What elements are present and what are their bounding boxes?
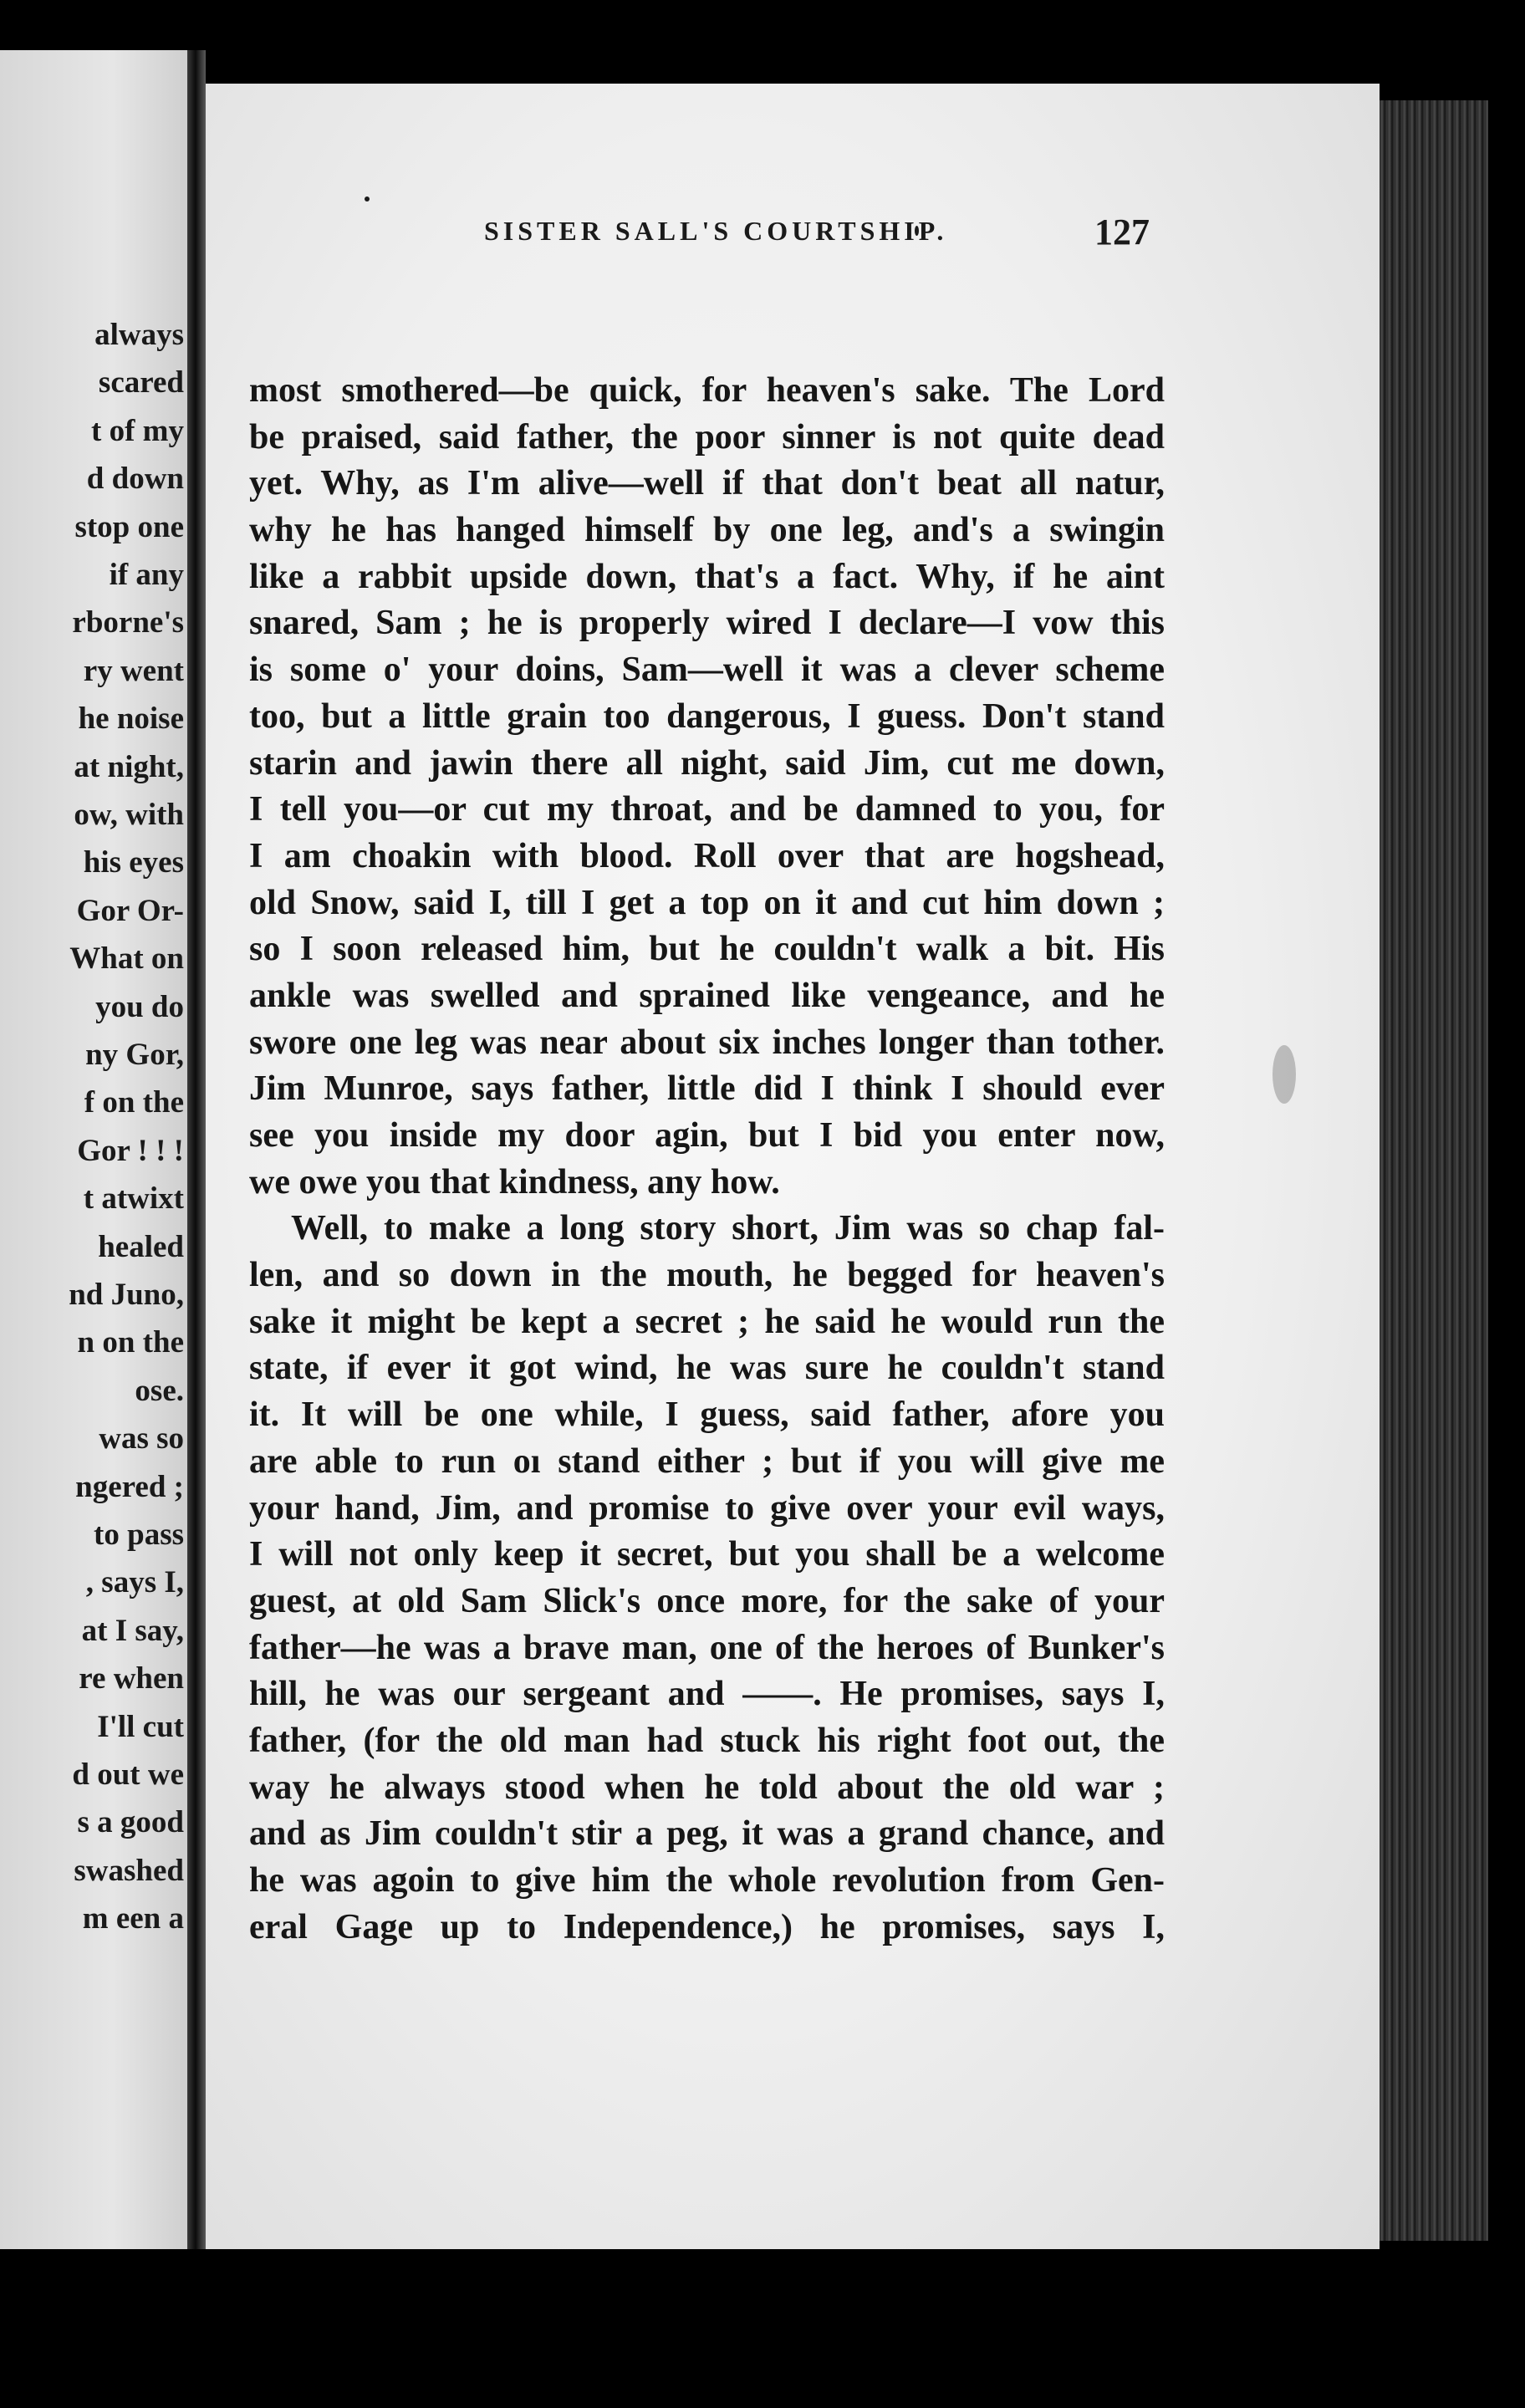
facing-page-line: n on the — [77, 1325, 184, 1360]
text-line: swore one leg was near about six inches longer than tother. — [249, 1023, 1165, 1062]
text-line: Well, to make a long story short, Jim was so chap fal- — [291, 1209, 1165, 1248]
facing-page-line: ry went — [83, 653, 184, 688]
text-line: father, (for the old man had stuck his right foot out, the — [249, 1721, 1165, 1760]
facing-page-line: stop one — [74, 509, 184, 544]
facing-page-line: swashed — [74, 1853, 184, 1888]
text-line: he was agoin to give him the whole revolution from Gen- — [249, 1861, 1165, 1900]
text-line: are able to run oı stand either ; but if you will give me — [249, 1441, 1165, 1481]
facing-page-line: m een a — [82, 1901, 184, 1936]
text-line: father—he was a brave man, one of the heroes of Bunker's — [249, 1628, 1165, 1667]
scan-bottom-border — [0, 2249, 1525, 2408]
text-line: snared, Sam ; he is properly wired I declare—I vow this — [249, 604, 1165, 643]
facing-page-left — [0, 50, 187, 2249]
facing-page-line: ow, with — [74, 798, 184, 832]
text-line: and as Jim couldn't stir a peg, it was a grand chance, and — [249, 1814, 1165, 1854]
text-line: I tell you—or cut my throat, and be damned to you, for — [249, 790, 1165, 829]
text-line: be praised, said father, the poor sinner is not quite dead — [249, 417, 1165, 457]
text-line: sake it might be kept a secret ; he said he would run the — [249, 1302, 1165, 1341]
running-head-title: SISTER SALL'S COURTSHIP. — [484, 216, 948, 246]
text-line: yet. Why, as I'm alive—well if that don't beat all natur, — [249, 464, 1165, 503]
facing-page-line: rborne's — [72, 605, 184, 640]
text-line: guest, at old Sam Slick's once more, for the sake of your — [249, 1581, 1165, 1620]
text-line: ankle was swelled and sprained like vengeance, and he — [249, 976, 1165, 1015]
text-line: like a rabbit upside down, that's a fact. Why, if he aint — [249, 557, 1165, 596]
facing-page-line: at night, — [74, 749, 184, 784]
facing-page-line: always — [94, 318, 184, 352]
text-line: most smothered—be quick, for heaven's sake. The Lord — [249, 371, 1165, 410]
text-line: way he always stood when he told about the old war ; — [249, 1768, 1165, 1807]
running-head — [279, 211, 1150, 253]
facing-page-line: s a good — [77, 1805, 184, 1840]
text-line: eral Gage up to Independence,) he promises, says I, — [249, 1907, 1165, 1946]
facing-page-line: t of my — [91, 413, 184, 448]
text-line: see you inside my door agin, but I bid you enter now, — [249, 1116, 1165, 1155]
facing-page-line: d out we — [72, 1758, 184, 1792]
facing-page-line: healed — [98, 1229, 184, 1264]
facing-page-line: scared — [98, 365, 184, 400]
text-line: we owe you that kindness, any how. — [249, 1162, 780, 1201]
text-line: state, if ever it got wind, he was sure he couldn't stand — [249, 1349, 1165, 1388]
page-number: 127 — [1094, 212, 1150, 253]
facing-page-line: t atwixt — [83, 1181, 184, 1217]
text-line: it. It will be one while, I guess, said father, afore you — [249, 1395, 1165, 1435]
text-line: starin and jawin there all night, said Jim, cut me down, — [249, 743, 1165, 783]
facing-page-line: What on — [69, 941, 184, 977]
book-gutter — [187, 50, 206, 2249]
facing-page-line: his eyes — [83, 845, 184, 880]
page-body-text — [249, 368, 1165, 1951]
facing-page-line: ose. — [135, 1373, 184, 1408]
facing-page-line: at I say, — [81, 1613, 184, 1648]
text-line: len, and so down in the mouth, he begged for heaven's — [249, 1256, 1165, 1295]
text-line: old Snow, said I, till I get a top on it and cut him down ; — [249, 883, 1165, 922]
paper-stain — [1273, 1045, 1296, 1104]
text-line: I am choakin with blood. Roll over that are hogshead, — [249, 836, 1165, 875]
text-line: your hand, Jim, and promise to give over your evil ways, — [249, 1488, 1165, 1528]
text-line: I will not only keep it secret, but you shall be a welcome — [249, 1535, 1165, 1574]
facing-page-line: Gor ! ! ! — [77, 1133, 184, 1168]
book-page-edges — [1380, 100, 1488, 2241]
paper-speck — [365, 196, 370, 202]
text-line: why he has hanged himself by one leg, and's a swingin — [249, 511, 1165, 550]
facing-page-line: I'll cut — [97, 1709, 184, 1744]
facing-page-line: to pass — [94, 1518, 184, 1552]
facing-page-line: f on the — [84, 1085, 184, 1120]
facing-page-line: he noise — [78, 701, 184, 737]
facing-page-line: nd Juno, — [69, 1278, 184, 1312]
facing-page-line: ny Gor, — [85, 1038, 184, 1072]
scan-right-border — [1488, 0, 1525, 2408]
text-line: is some o' your doins, Sam—well it was a clever scheme — [249, 650, 1165, 690]
facing-page-line: was so — [99, 1421, 184, 1457]
facing-page-line: , says I, — [85, 1565, 184, 1600]
facing-page-line: re when — [79, 1661, 184, 1696]
scan-top-border — [0, 0, 1525, 84]
facing-page-line: Gor Or- — [76, 893, 184, 928]
text-line: Jim Munroe, says father, little did I think I should ever — [249, 1069, 1165, 1109]
text-line: hill, he was our sergeant and ——. He promises, says I, — [249, 1675, 1165, 1714]
text-line: too, but a little grain too dangerous, I guess. Don't stand — [249, 696, 1165, 736]
facing-page-line: ngered ; — [75, 1469, 184, 1504]
text-line: so I soon released him, but he couldn't walk a bit. His — [249, 930, 1165, 969]
facing-page-line: d down — [86, 462, 184, 497]
facing-page-line: if any — [109, 558, 184, 592]
facing-page-line: you do — [95, 989, 184, 1024]
